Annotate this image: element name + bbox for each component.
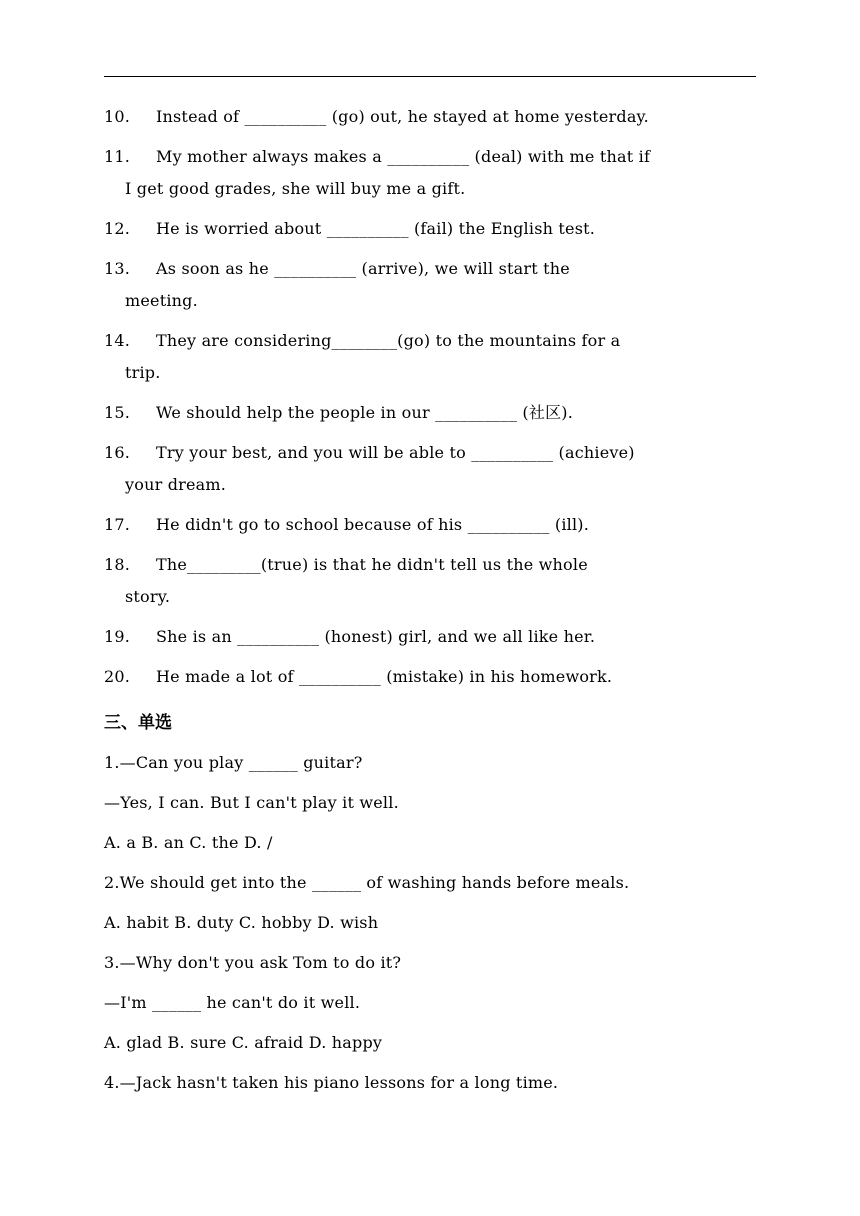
question-number: 10. bbox=[104, 107, 131, 126]
mc-question-2: 2.We should get into the ______ of washing hands before meals. bbox=[104, 873, 630, 892]
question-number: 15. bbox=[104, 403, 131, 422]
question-number: 20. bbox=[104, 667, 131, 686]
question-14 bbox=[104, 325, 772, 389]
mc-question-1-options: A. a B. an C. the D. / bbox=[104, 833, 273, 852]
question-15 bbox=[104, 397, 772, 429]
question-text: He didn't go to school because of his __________ (ill). bbox=[156, 515, 590, 534]
question-13 bbox=[104, 253, 772, 317]
question-19 bbox=[104, 621, 772, 653]
multiple-choice-section bbox=[104, 747, 772, 1099]
question-text: The_________(true) is that he didn't tell us the whole bbox=[156, 555, 588, 574]
question-number: 12. bbox=[104, 219, 131, 238]
question-number: 14. bbox=[104, 331, 131, 350]
question-16 bbox=[104, 437, 772, 501]
question-18 bbox=[104, 549, 772, 613]
question-text-continued: story. bbox=[125, 587, 171, 606]
question-text: He made a lot of __________ (mistake) in his homework. bbox=[156, 667, 613, 686]
question-text: Instead of __________ (go) out, he stayed at home yesterday. bbox=[156, 107, 649, 126]
mc-question-1-response: —Yes, I can. But I can't play it well. bbox=[104, 793, 399, 812]
question-text: Try your best, and you will be able to __________ (achieve) bbox=[156, 443, 635, 462]
question-number: 18. bbox=[104, 555, 131, 574]
question-text: He is worried about __________ (fail) the English test. bbox=[156, 219, 596, 238]
question-text-continued: your dream. bbox=[125, 475, 227, 494]
question-12 bbox=[104, 213, 772, 245]
worksheet-body bbox=[104, 101, 772, 1107]
question-10 bbox=[104, 101, 772, 133]
mc-question-3-options: A. glad B. sure C. afraid D. happy bbox=[104, 1033, 383, 1052]
mc-question-3-response: —I'm ______ he can't do it well. bbox=[104, 993, 361, 1012]
question-number: 17. bbox=[104, 515, 131, 534]
question-text: We should help the people in our __________ (社区). bbox=[156, 403, 573, 422]
question-20 bbox=[104, 661, 772, 693]
mc-question-4: 4.—Jack hasn't taken his piano lessons for a long time. bbox=[104, 1073, 559, 1092]
question-number: 16. bbox=[104, 443, 131, 462]
mc-question-1: 1.—Can you play ______ guitar? bbox=[104, 753, 363, 772]
header-rule bbox=[104, 76, 756, 77]
question-number: 13. bbox=[104, 259, 131, 278]
question-text: As soon as he __________ (arrive), we will start the bbox=[156, 259, 570, 278]
question-17 bbox=[104, 509, 772, 541]
question-text-continued: trip. bbox=[125, 363, 161, 382]
section-heading: 三、单选 bbox=[104, 713, 172, 733]
question-text-continued: meeting. bbox=[125, 291, 198, 310]
question-text: She is an __________ (honest) girl, and we all like her. bbox=[156, 627, 596, 646]
question-text: My mother always makes a __________ (deal) with me that if bbox=[156, 147, 651, 166]
question-text-continued: I get good grades, she will buy me a gift. bbox=[125, 179, 466, 198]
question-number: 11. bbox=[104, 147, 131, 166]
mc-question-2-options: A. habit B. duty C. hobby D. wish bbox=[104, 913, 379, 932]
question-number: 19. bbox=[104, 627, 131, 646]
question-11 bbox=[104, 141, 772, 205]
mc-question-3: 3.—Why don't you ask Tom to do it? bbox=[104, 953, 402, 972]
question-text: They are considering________(go) to the mountains for a bbox=[156, 331, 621, 350]
